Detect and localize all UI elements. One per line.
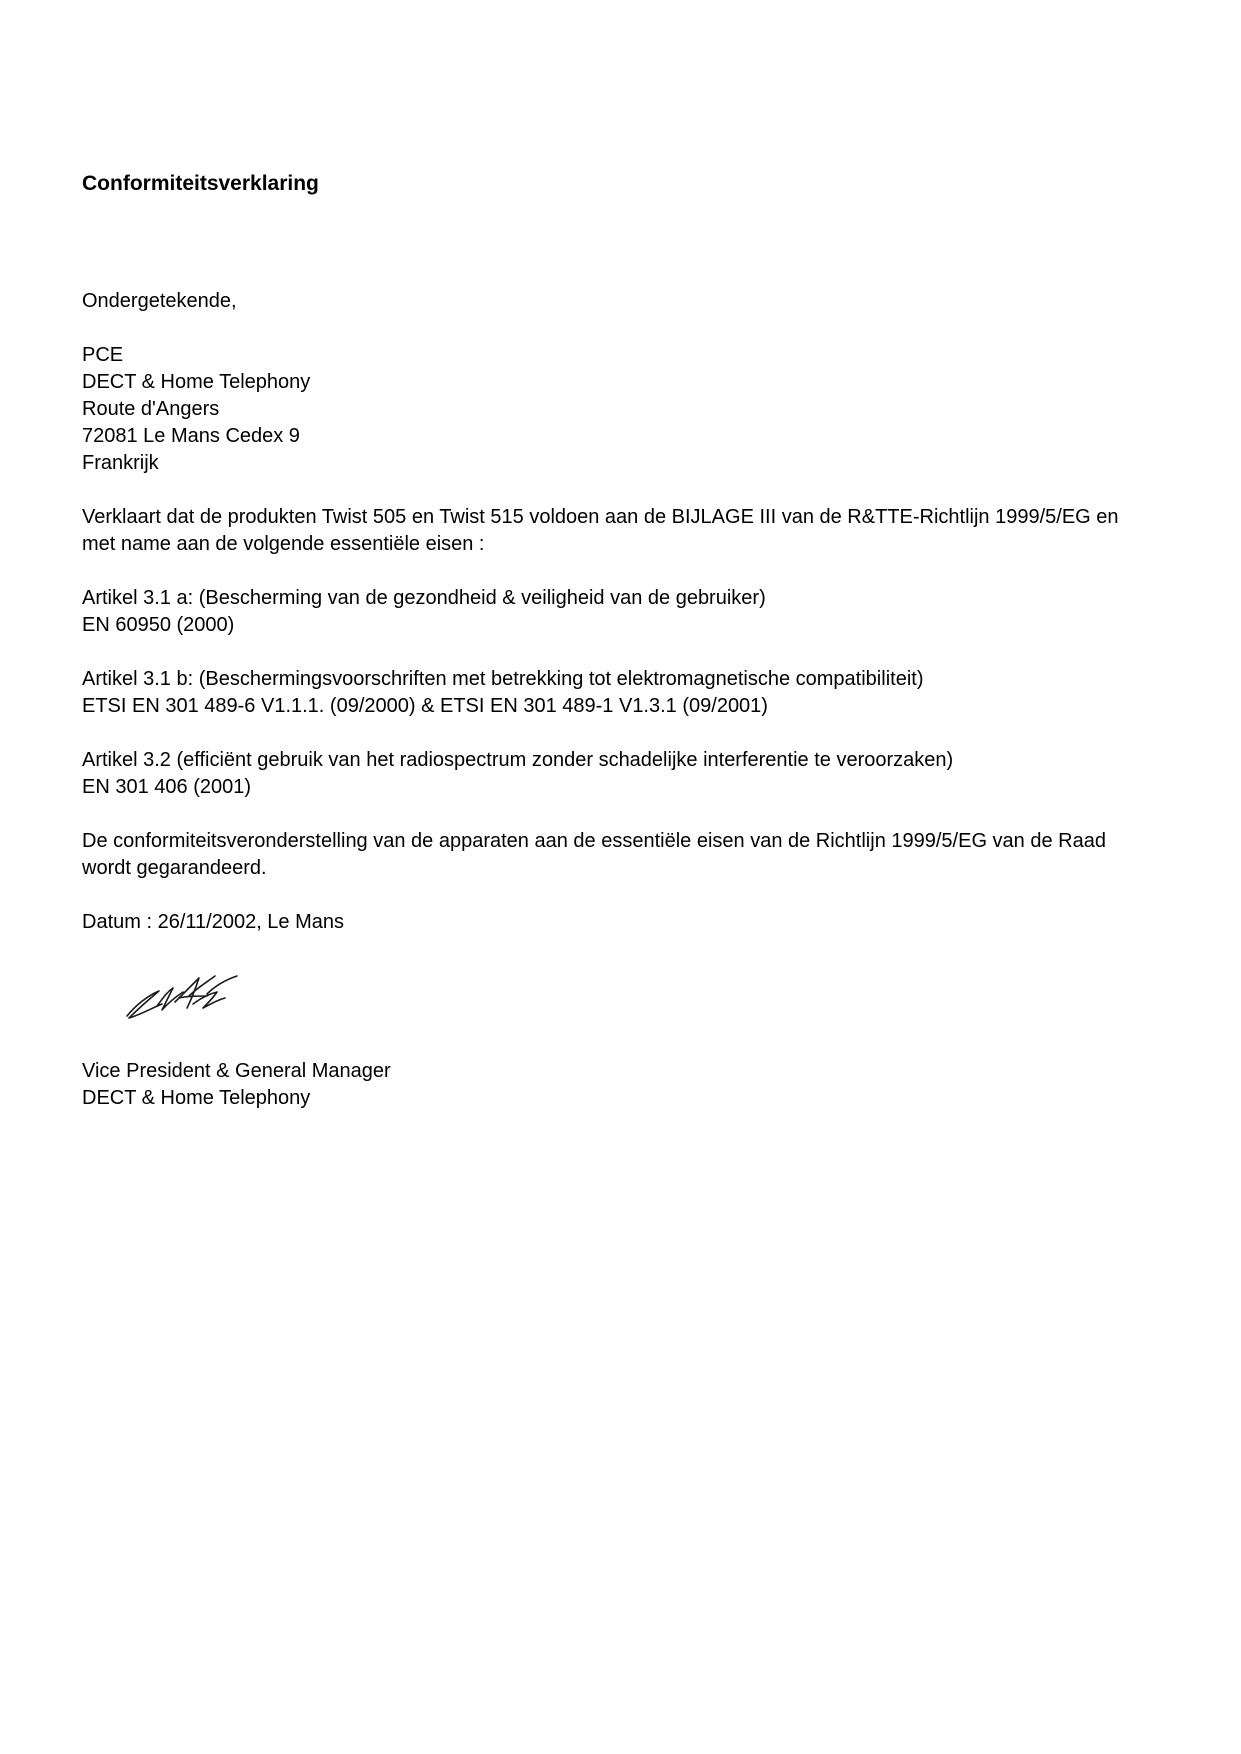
document-title: Conformiteitsverklaring <box>82 172 319 195</box>
address-city: 72081 Le Mans Cedex 9 <box>82 425 300 447</box>
declaration-line: Verklaart dat de produkten Twist 505 en Twist 515 voldoen aan de BIJLAGE III van de R&TTE-Richtlijn 1999/5/EG en <box>82 506 1119 528</box>
address-division: DECT & Home Telephony <box>82 371 311 393</box>
conformity-line: De conformiteitsveronderstelling van de apparaten aan de essentiële eisen van de Richtlijn 1999/5/EG van de Raad <box>82 830 1106 852</box>
salutation: Ondergetekende, <box>82 290 237 312</box>
conformity-line: wordt gegarandeerd. <box>82 857 267 879</box>
article-standard: EN 60950 (2000) <box>82 614 235 636</box>
article-standard: EN 301 406 (2001) <box>82 776 252 798</box>
article-title: Artikel 3.1 b: (Beschermingsvoorschriften met betrekking tot elektromagnetische compatibiliteit) <box>82 668 924 690</box>
article-block <box>82 585 1162 639</box>
address-company: PCE <box>82 344 124 366</box>
article-title: Artikel 3.2 (efficiënt gebruik van het radiospectrum zonder schadelijke interferentie te veroorzaken) <box>82 749 954 771</box>
declaration-line: met name aan de volgende essentiële eisen : <box>82 533 485 555</box>
signatory-title: Vice President & General Manager <box>82 1060 391 1082</box>
date-line: Datum : 26/11/2002, Le Mans <box>82 911 345 933</box>
article-title: Artikel 3.1 a: (Bescherming van de gezondheid & veiligheid van de gebruiker) <box>82 587 766 609</box>
address-block <box>82 342 1162 477</box>
address-country: Frankrijk <box>82 452 159 474</box>
signatory-block <box>82 1058 1162 1112</box>
document-content <box>82 170 1162 1112</box>
address-street: Route d'Angers <box>82 398 220 420</box>
conformity-paragraph <box>82 828 1162 882</box>
signatory-division: DECT & Home Telephony <box>82 1087 311 1109</box>
article-block <box>82 666 1162 720</box>
signature-icon <box>107 946 257 1046</box>
article-block <box>82 747 1162 801</box>
signature <box>82 946 282 1046</box>
article-standard: ETSI EN 301 489-6 V1.1.1. (09/2000) & ETSI EN 301 489-1 V1.3.1 (09/2001) <box>82 695 768 717</box>
declaration-paragraph <box>82 504 1162 558</box>
